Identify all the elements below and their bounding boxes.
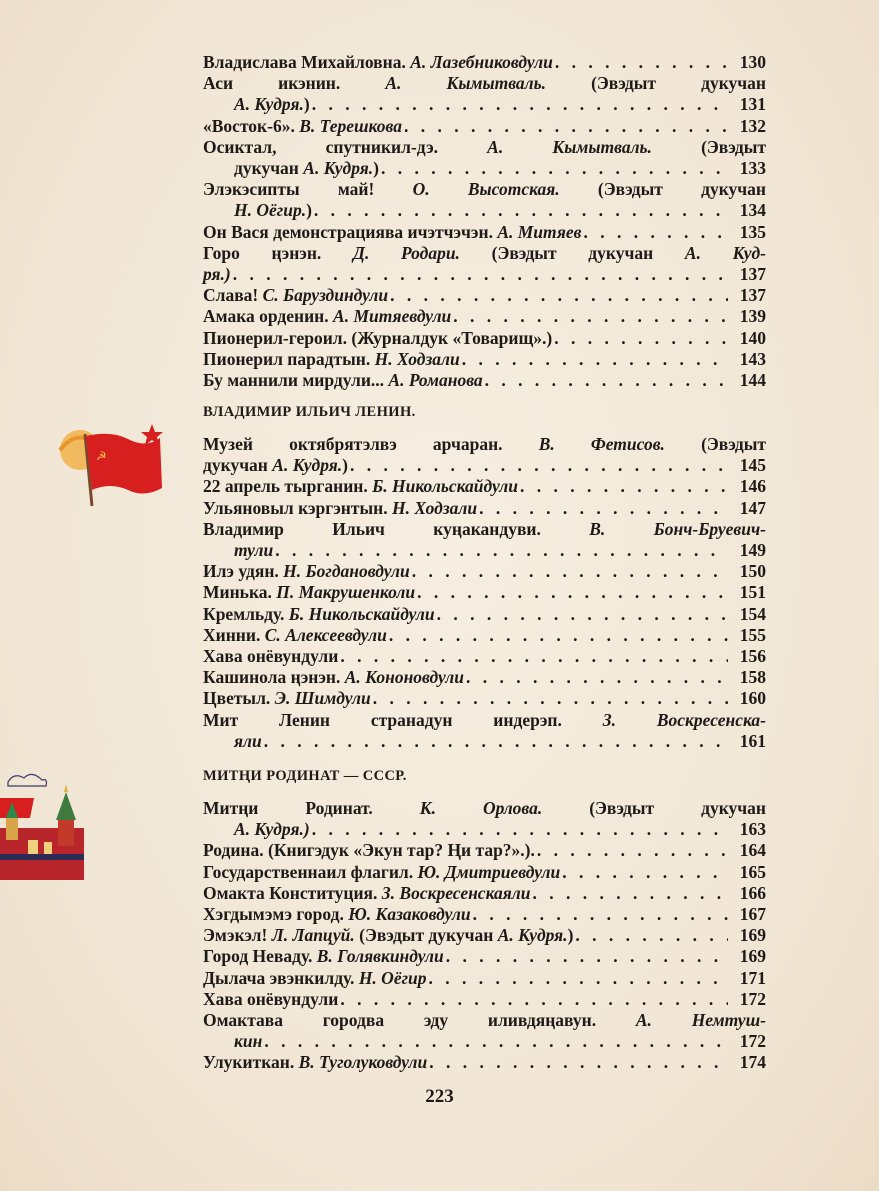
page-number: 223 [425, 1086, 454, 1107]
toc-block-2 [203, 434, 766, 752]
entry-line [203, 946, 766, 967]
entry-line [203, 200, 766, 221]
section-heading-lenin [203, 404, 766, 421]
entry-title-text: (Эвэдыт [651, 136, 767, 157]
entry-page-number: 163 [739, 819, 766, 840]
dot-leader [312, 94, 728, 115]
entry-line [203, 158, 766, 179]
entry-title-text: Горо ңэнэн. [203, 242, 354, 263]
author-name: С. Алексеевдули [264, 624, 387, 645]
entry-page-number: 131 [739, 94, 766, 115]
toc-entry[interactable] [203, 561, 766, 582]
entry-page-number: 144 [739, 370, 766, 391]
entry-line [203, 625, 766, 646]
toc-entry[interactable] [203, 370, 766, 391]
toc-entry[interactable] [203, 946, 766, 967]
entry-title-text: Государственнаил флагил. [203, 861, 418, 882]
toc-entry[interactable] [203, 243, 766, 285]
entry-text [203, 264, 231, 285]
entry-title-text: Ульяновыл кэргэнтын. [203, 497, 392, 518]
toc-entry[interactable] [203, 116, 766, 137]
author-name: А. Кудря. [303, 158, 374, 179]
toc-entry[interactable] [203, 798, 766, 840]
entry-title-text: Хава онёвундули [203, 988, 339, 1009]
entry-title-text: ) [306, 200, 312, 221]
entry-title-text: дукучан [234, 158, 304, 179]
entry-title-text: Цветыл. [203, 688, 275, 709]
author-name: А. Кудря. [272, 455, 343, 476]
entry-line [203, 731, 766, 752]
entry-line [203, 540, 766, 561]
author-name: А. Романова [388, 370, 483, 391]
entry-title-text: «Восток-6». [203, 115, 300, 136]
entry-title-text: Эмэкэл! [203, 925, 272, 946]
entry-title-text: Аси икэнин. [203, 73, 386, 94]
entry-text [203, 646, 338, 667]
entry-first-line [203, 710, 766, 731]
entry-text [203, 925, 573, 946]
author-name: А. Лазебниковдули [410, 52, 553, 72]
author-name: Н. Оёгир. [234, 200, 307, 221]
entry-first-line [203, 434, 766, 455]
toc-entry[interactable] [203, 498, 766, 519]
entry-page-number: 155 [739, 624, 766, 645]
entry-title-text: Омактава городва эду иливдяңавун. [203, 1010, 636, 1031]
author-name: Н. Ходзали [374, 348, 460, 369]
entry-title-text: Город Неваду. [203, 946, 317, 967]
entry-page-number: 150 [739, 561, 766, 582]
dot-leader [520, 476, 728, 497]
entry-title-text: (Эвэдыт дукучан [546, 73, 766, 94]
author-name: Н. Оёгир [358, 967, 427, 988]
entry-line [203, 264, 766, 285]
entry-line [203, 582, 766, 603]
entry-title-text: Мит Ленин странадун индерэп. [203, 709, 603, 730]
entry-page-number: 143 [739, 348, 766, 369]
entry-line [203, 94, 766, 115]
entry-text [203, 476, 518, 497]
entry-title-text: Пионерил парадтын. [203, 348, 375, 369]
dot-leader [412, 561, 728, 582]
entry-text [203, 222, 581, 243]
dot-leader [555, 52, 728, 73]
entry-page-number: 164 [739, 840, 766, 861]
toc-entry[interactable] [203, 137, 766, 179]
author-name: Б. Никольскайдули [372, 476, 518, 497]
toc-entry[interactable] [203, 349, 766, 370]
dot-leader [537, 840, 728, 861]
author-name: З. Воскресенска- [602, 709, 766, 730]
section-title: ВЛАДИМИР ИЛЬИЧ ЛЕНИН. [203, 404, 416, 420]
author-name: З. Воскресенскаяли [381, 882, 531, 903]
author-name: В. Бонч-Бруевич- [589, 518, 766, 539]
toc-entry[interactable] [203, 688, 766, 709]
author-name: тули [234, 540, 274, 561]
entry-line [203, 52, 766, 73]
soviet-flag-icon [52, 410, 172, 510]
entry-line [203, 306, 766, 327]
entry-text [234, 200, 312, 221]
entry-text [203, 349, 460, 370]
section-title: МИТҢИ РОДИНАТ — СССР. [203, 768, 407, 784]
entry-first-line [203, 179, 766, 200]
entry-text [234, 731, 262, 752]
entry-page-number: 158 [739, 667, 766, 688]
entry-text [203, 455, 348, 476]
entry-line [203, 968, 766, 989]
entry-text [203, 667, 464, 688]
entry-line [203, 476, 766, 497]
entry-line [203, 349, 766, 370]
dot-leader [390, 285, 728, 306]
dot-leader [583, 222, 728, 243]
author-name: В. Фетисов. [538, 434, 665, 454]
author-name: ря.) [203, 264, 231, 285]
entry-title-text: Митңи Родинат. [203, 798, 420, 818]
entry-page-number: 146 [739, 476, 766, 497]
entry-text [203, 625, 387, 646]
entry-text [234, 1031, 262, 1052]
dot-leader [562, 862, 728, 883]
entry-page-number: 169 [739, 946, 766, 967]
toc-entry[interactable] [203, 925, 766, 946]
entry-page-number: 135 [739, 221, 766, 242]
entry-page-number: 140 [739, 327, 766, 348]
entry-first-line [203, 519, 766, 540]
entry-title-text: Владимир Ильич куңакандуви. [203, 518, 590, 539]
entry-title-text: (Эвэдыт дукучан [542, 798, 766, 818]
entry-text [203, 604, 435, 625]
dot-leader [314, 200, 728, 221]
entry-title-text: Кремльду. [203, 603, 289, 624]
entry-line [203, 328, 766, 349]
entry-title-text: Минька. [203, 582, 277, 603]
dot-leader [437, 604, 728, 625]
entry-title-text: Пионерил-героил. (Журналдук «Товарищ».) [203, 327, 553, 348]
entry-page-number: 151 [739, 582, 766, 603]
toc-entry[interactable] [203, 519, 766, 561]
entry-line [203, 925, 766, 946]
toc-entry[interactable] [203, 285, 766, 306]
entry-title-text: Музей октябрятэлвэ арчаран. [203, 434, 539, 454]
entry-text [203, 498, 477, 519]
toc-block-1 [203, 52, 766, 391]
entry-page-number: 149 [739, 540, 766, 561]
entry-title-text: Хава онёвундули [203, 646, 339, 667]
entry-title-text: Омакта Конституция. [203, 882, 382, 903]
dot-leader [453, 306, 728, 327]
dot-leader [417, 582, 728, 603]
entry-title-text: Бу маннили мирдули... [203, 370, 389, 391]
author-name: А. Немтуш- [635, 1010, 766, 1031]
toc-entry[interactable] [203, 179, 766, 221]
dot-leader [532, 883, 728, 904]
entry-text [203, 370, 483, 391]
dot-leader [429, 1052, 728, 1073]
author-name: А. Кымытваль. [385, 73, 547, 94]
entry-line [203, 819, 766, 840]
entry-line [203, 840, 766, 861]
dot-leader [340, 989, 728, 1010]
entry-title-text: (Эвэдыт дукучан [459, 242, 685, 263]
entry-text [203, 904, 471, 925]
entry-title-text: дукучан [203, 455, 273, 476]
entry-page-number: 137 [739, 264, 766, 285]
author-name: В. Туголуковдули [298, 1052, 428, 1073]
entry-page-number: 169 [739, 925, 766, 946]
entry-text [203, 968, 427, 989]
section-heading-motherland [203, 768, 766, 785]
toc-entry[interactable] [203, 222, 766, 243]
toc-entry[interactable] [203, 306, 766, 327]
entry-page-number: 145 [739, 455, 766, 476]
entry-line [203, 455, 766, 476]
author-name: О. Высотская. [412, 179, 560, 200]
author-name: Б. Никольскайдули [288, 603, 435, 624]
entry-line [203, 688, 766, 709]
entry-text [203, 862, 560, 883]
author-name: Д. Родари. [353, 242, 460, 263]
entry-line [203, 116, 766, 137]
toc-entry[interactable] [203, 989, 766, 1010]
dot-leader [446, 946, 728, 967]
dot-leader [473, 904, 728, 925]
entry-page-number: 161 [739, 730, 766, 751]
dot-leader [381, 158, 728, 179]
entry-line [203, 285, 766, 306]
toc-entry[interactable] [203, 52, 766, 73]
author-name: Ю. Дмитриевдули [417, 861, 561, 882]
kremlin-illustration-icon [0, 768, 90, 886]
entry-page-number: 137 [739, 285, 766, 306]
toc-block-3 [203, 798, 766, 1074]
entry-text [203, 1052, 427, 1073]
toc-entry[interactable] [203, 862, 766, 883]
entry-text [203, 306, 451, 327]
toc-entry[interactable] [203, 582, 766, 603]
entry-text [203, 946, 444, 967]
author-name: Л. Лапцуй. [271, 925, 355, 946]
dot-leader [479, 498, 728, 519]
author-name: С. Баруздиндули [262, 285, 389, 306]
entry-line [203, 667, 766, 688]
entry-first-line [203, 243, 766, 264]
entry-page-number: 172 [739, 1031, 766, 1052]
entry-title-text: ) [303, 94, 310, 115]
dot-leader [485, 370, 728, 391]
entry-title-text: ) [342, 455, 348, 476]
entry-page-number: 167 [739, 904, 766, 925]
toc-entry[interactable] [203, 710, 766, 752]
entry-page-number: 132 [739, 115, 766, 136]
entry-line [203, 646, 766, 667]
entry-title-text: Владислава Михайловна. [203, 52, 411, 72]
author-name: Э. Шимдули [274, 688, 371, 709]
toc-entry[interactable] [203, 476, 766, 497]
entry-first-line [203, 73, 766, 94]
entry-first-line [203, 1010, 766, 1031]
entry-title-text: (Эвэдыт дукучан [559, 179, 766, 200]
toc-entry[interactable] [203, 328, 766, 349]
entry-title-text: 22 апрель тырганин. [203, 476, 373, 497]
entry-title-text: Слава! [203, 285, 263, 306]
author-name: А. Кононовдули [344, 667, 465, 688]
author-name: Н. Ходзали [391, 497, 478, 518]
entry-line [203, 1052, 766, 1073]
entry-page-number: 160 [739, 688, 766, 709]
toc-entry[interactable] [203, 840, 766, 861]
entry-page-number: 154 [739, 603, 766, 624]
entry-text [203, 840, 535, 861]
entry-title-text: Амака орденин. [203, 306, 334, 327]
author-name: В. Голявкиндули [316, 946, 444, 967]
entry-line [203, 370, 766, 391]
dot-leader [462, 349, 728, 370]
toc-entry[interactable] [203, 883, 766, 904]
entry-text [203, 116, 402, 137]
svg-text:☭: ☭ [96, 449, 107, 463]
entry-title-text: Родина. (Книгэдук «Экун тар? Ңи тар?».). [203, 840, 535, 861]
toc-entry[interactable] [203, 1010, 766, 1052]
entry-page-number: 133 [739, 158, 766, 179]
entry-text [203, 285, 388, 306]
author-name: А. Куд- [684, 242, 767, 263]
dot-leader [275, 540, 728, 561]
dot-leader [466, 667, 728, 688]
entry-text [234, 94, 310, 115]
dot-leader [554, 328, 728, 349]
dot-leader [389, 625, 728, 646]
entry-line [203, 561, 766, 582]
entry-text [203, 688, 371, 709]
entry-page-number: 174 [739, 1052, 766, 1073]
entry-text [203, 52, 553, 73]
toc-entry[interactable] [203, 604, 766, 625]
entry-text [234, 540, 273, 561]
entry-text [234, 819, 310, 840]
author-name: А. Митяевдули [333, 306, 452, 327]
entry-page-number: 165 [739, 861, 766, 882]
entry-title-text: (Эвэдыт [664, 434, 766, 454]
entry-title-text: Илэ удян. [203, 561, 284, 582]
entry-title-text: Хэгдымэмэ город. [203, 904, 349, 925]
dot-leader [429, 968, 728, 989]
author-name: Ю. Казаковдули [348, 904, 471, 925]
entry-title-text: Элэкэсипты май! [203, 179, 413, 200]
author-name: В. Терешкова [299, 115, 402, 136]
dot-leader [340, 646, 728, 667]
entry-text [203, 582, 415, 603]
author-name: яли [234, 730, 262, 751]
entry-first-line [203, 798, 766, 819]
toc-entry[interactable] [203, 1052, 766, 1073]
entry-title-text: ) [373, 158, 379, 179]
dot-leader [233, 264, 728, 285]
entry-text [203, 328, 552, 349]
entry-line [203, 1031, 766, 1052]
entry-title-text: ) [567, 925, 574, 946]
entry-page-number: 166 [739, 882, 766, 903]
author-name: П. Макрушенколи [276, 582, 416, 603]
entry-page-number: 172 [739, 988, 766, 1009]
toc-entry[interactable] [203, 904, 766, 925]
entry-first-line [203, 137, 766, 158]
toc-entry[interactable] [203, 667, 766, 688]
entry-title-text: Он Вася демонстрациява ичэтчэчэн. [203, 221, 498, 242]
author-name: Н. Богдановдули [283, 561, 410, 582]
dot-leader [350, 455, 728, 476]
entry-text [234, 158, 379, 179]
entry-line [203, 989, 766, 1010]
entry-page-number: 156 [739, 646, 766, 667]
dot-leader [264, 1031, 728, 1052]
entry-line [203, 604, 766, 625]
entry-line [203, 904, 766, 925]
toc-entry[interactable] [203, 625, 766, 646]
entry-text [203, 561, 410, 582]
toc-entry[interactable] [203, 434, 766, 476]
toc-entry[interactable] [203, 968, 766, 989]
entry-title-text: (Эвэдыт дукучан [354, 925, 498, 946]
entry-line [203, 498, 766, 519]
author-name: К. Орлова. [419, 798, 543, 818]
author-name: А. Кудря. [497, 925, 568, 946]
author-name: А. Кудря.) [234, 819, 310, 840]
entry-page-number: 130 [739, 52, 766, 72]
entry-page-number: 139 [739, 306, 766, 327]
author-name: А. Кудря. [234, 94, 304, 115]
author-name: кин [234, 1031, 263, 1052]
entry-page-number: 134 [739, 200, 766, 221]
entry-text [203, 883, 530, 904]
entry-text [203, 989, 338, 1010]
entry-title-text: Осиктал, спутникил-дэ. [203, 136, 488, 157]
toc-entry[interactable] [203, 73, 766, 115]
dot-leader [575, 925, 728, 946]
toc-entry[interactable] [203, 646, 766, 667]
entry-line [203, 222, 766, 243]
entry-page-number: 147 [739, 497, 766, 518]
entry-title-text: Дылача эвэнкилду. [203, 967, 359, 988]
entry-line [203, 862, 766, 883]
dot-leader [373, 688, 728, 709]
dot-leader [264, 731, 728, 752]
entry-page-number: 171 [739, 967, 766, 988]
entry-line [203, 883, 766, 904]
entry-title-text: Улукиткан. [203, 1052, 299, 1073]
dot-leader [404, 116, 728, 137]
dot-leader [312, 819, 728, 840]
author-name: А. Кымытваль. [487, 136, 652, 157]
entry-title-text: Хинни. [203, 624, 265, 645]
entry-title-text: Кашинола ңэнэн. [203, 667, 345, 688]
author-name: А. Митяев [497, 221, 582, 242]
